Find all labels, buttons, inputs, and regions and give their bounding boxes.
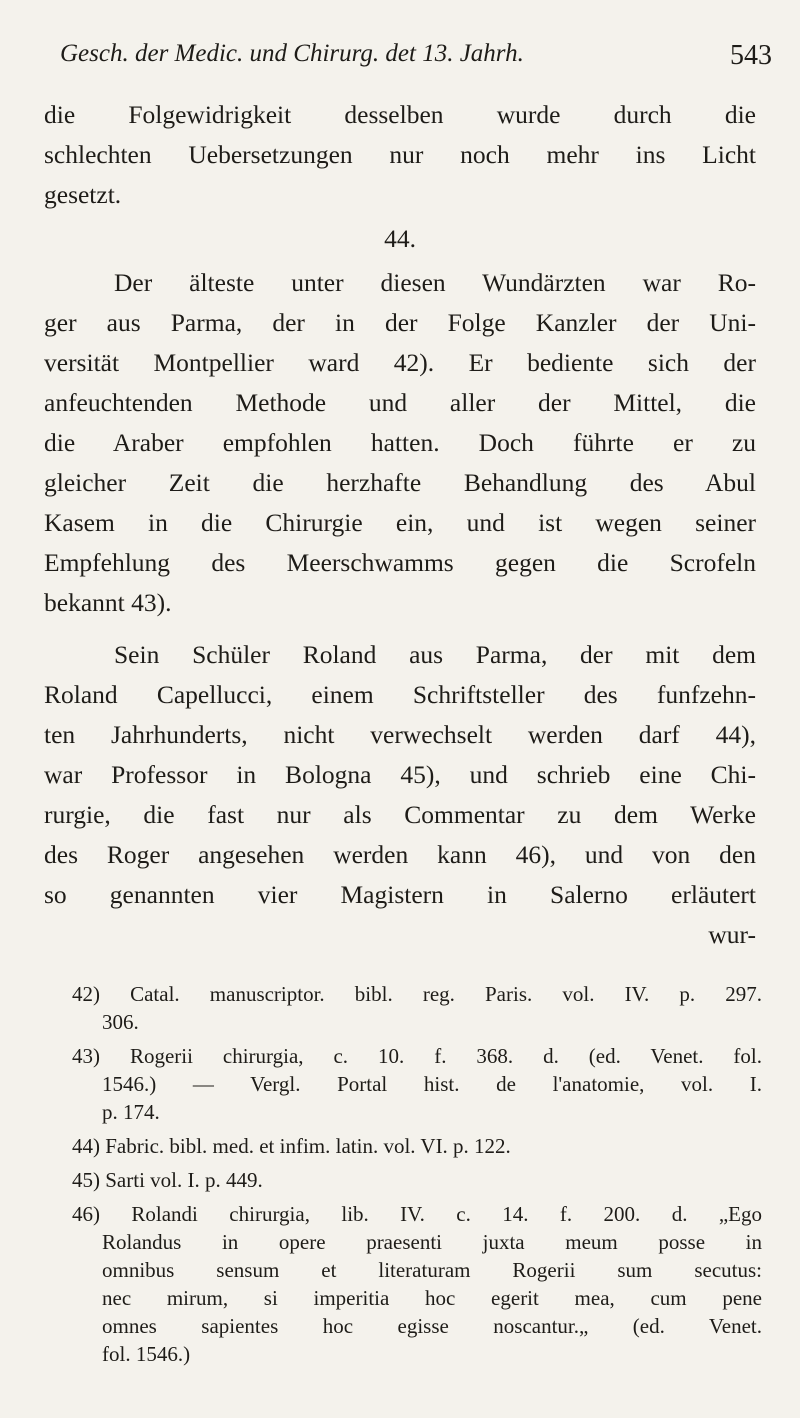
footnote-line: fol. 1546.) (102, 1342, 191, 1366)
footnote-line: 43) Rogerii chirurgia, c. 10. f. 368. d. (ed. Venet. fol. (72, 1044, 762, 1068)
footnote-line: omnibus sensum et literaturam Rogerii sum secutus: (102, 1258, 762, 1282)
footnote-line: 44) Fabric. bibl. med. et infim. latin. vol. VI. p. 122. (72, 1134, 511, 1158)
text-line: Sein Schüler Roland aus Parma, der mit dem (114, 640, 756, 669)
text-line: Der älteste unter diesen Wundärzten war Ro- (114, 268, 756, 297)
footnote-line: omnes sapientes hoc egisse noscantur.„ (ed. Venet. (102, 1314, 762, 1338)
footnote-line: p. 174. (102, 1100, 160, 1124)
running-header (60, 40, 772, 71)
text-line: die Folgewidrigkeit desselben wurde durch die (44, 100, 756, 129)
text-line: gleicher Zeit die herzhafte Behandlung des Abul (44, 468, 756, 497)
text-line: gesetzt. (44, 180, 122, 209)
footnote-line: 46) Rolandi chirurgia, lib. IV. c. 14. f. 200. d. „Ego (72, 1202, 762, 1226)
footnote-line: 1546.) — Vergl. Portal hist. de l'anatomie, vol. I. (102, 1072, 762, 1096)
text-line: des Roger angesehen werden kann 46), und von den (44, 840, 756, 869)
text-line: Empfehlung des Meerschwamms gegen die Scrofeln (44, 548, 756, 577)
text-line: war Professor in Bologna 45), und schrieb eine Chi- (44, 760, 756, 789)
footnote-line: nec mirum, si imperitia hoc egerit mea, cum pene (102, 1286, 762, 1310)
footnote-line: 42) Catal. manuscriptor. bibl. reg. Paris. vol. IV. p. 297. (72, 982, 762, 1006)
text-line: schlechten Uebersetzungen nur noch mehr ins Licht (44, 140, 756, 169)
text-line: Kasem in die Chirurgie ein, und ist wegen seiner (44, 508, 756, 537)
text-line: bekannt 43). (44, 588, 172, 617)
running-title: Gesch. der Medic. und Chirurg. det 13. Jahrh. (60, 40, 524, 67)
text-line: die Araber empfohlen hatten. Doch führte er zu (44, 428, 756, 457)
catchword: wur- (708, 920, 756, 949)
footnote-line: 306. (102, 1010, 139, 1034)
page-number: 543 (730, 40, 772, 71)
text-line: so genannten vier Magistern in Salerno erläutert (44, 880, 756, 909)
text-line: versität Montpellier ward 42). Er bediente sich der (44, 348, 756, 377)
footnote-line: Rolandus in opere praesenti juxta meum posse in (102, 1230, 762, 1254)
text-line: anfeuchtenden Methode und aller der Mittel, die (44, 388, 756, 417)
text-line: Roland Capellucci, einem Schriftsteller des funfzehn- (44, 680, 756, 709)
text-line: rurgie, die fast nur als Commentar zu dem Werke (44, 800, 756, 829)
text-line: ger aus Parma, der in der Folge Kanzler der Uni- (44, 308, 756, 337)
footnote-line: 45) Sarti vol. I. p. 449. (72, 1168, 263, 1192)
text-line: ten Jahrhunderts, nicht verwechselt werden darf 44), (44, 720, 756, 749)
section-number: 44. (384, 224, 416, 253)
